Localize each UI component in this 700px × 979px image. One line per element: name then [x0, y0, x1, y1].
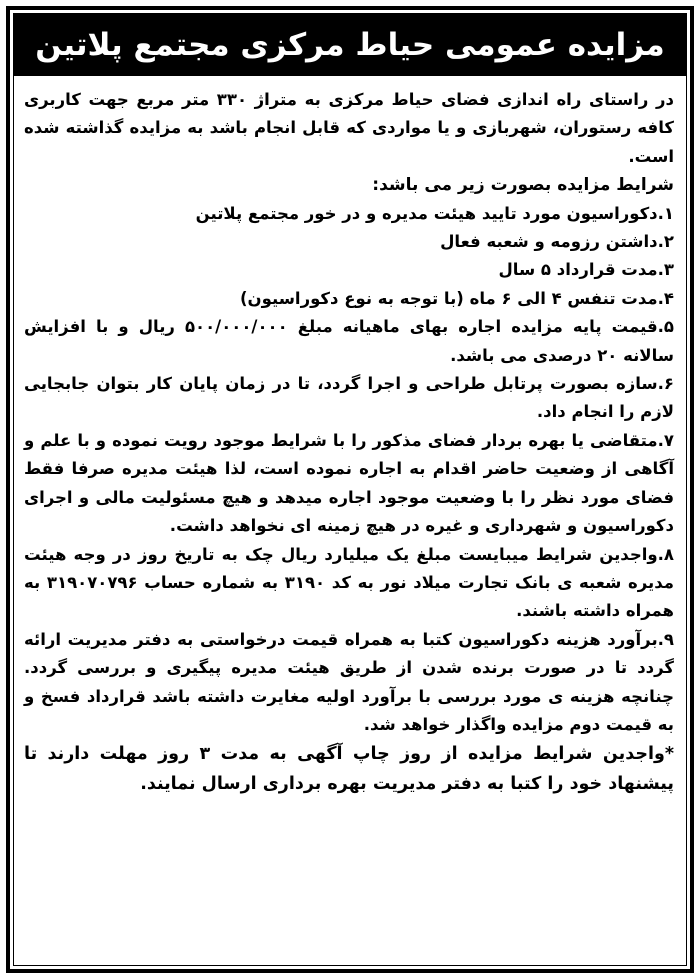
deadline-note: *واجدین شرایط مزایده از روز چاپ آگهی به مدت ۳ روز مهلت دارند تا پیشنهاد خود را کتبا به دفتر مدیریت بهره برداری ارسال نمایند. [24, 744, 674, 795]
condition-number: ۸. [657, 544, 674, 564]
notice-frame [6, 6, 694, 973]
condition-text: قیمت پایه مزایده اجاره بهای ماهیانه مبلغ ۵۰۰/۰۰۰/۰۰۰ ریال و با افزایش سالانه ۲۰ درصدی می باشد. [24, 317, 674, 365]
condition-number: ۶. [657, 374, 674, 394]
condition-text: مدت تنفس ۴ الی ۶ ماه (با توجه به نوع دکوراسیون) [239, 288, 658, 308]
condition-number: ۵. [657, 317, 674, 337]
condition-item-3 [24, 256, 674, 284]
condition-text: متقاضی یا بهره بردار فضای مذکور را با شرایط موجود رویت نموده و با علم و آگاهی از وضعیت حاضر اقدام به اجاره نموده است، لذا هیئت مدیره صرفا فقط فضای مورد نظر را با وضعیت موجود اجاره میدهد و هیچ مسئولیت مالی و اجرای دکوراسیون و شهرداری و غیره در هیچ زمینه ای نخواهد داشت. [24, 430, 674, 536]
notice-body [24, 86, 674, 959]
notice-inner-border [13, 13, 687, 966]
condition-item-6 [24, 370, 674, 427]
condition-item-5 [24, 313, 674, 370]
condition-item-2 [24, 228, 674, 256]
condition-item-9 [24, 626, 674, 740]
condition-number: ۲. [657, 232, 674, 252]
condition-item-4 [24, 285, 674, 313]
condition-text: سازه بصورت پرتابل طراحی و اجرا گردد، تا در زمان پایان کار بتوان جابجایی لازم را انجام داد. [24, 374, 674, 422]
condition-text: مدت قرارداد ۵ سال [498, 260, 658, 280]
condition-text: واجدین شرایط میبایست مبلغ یک میلیارد ریال چک به تاریخ روز در وجه هیئت مدیره شعبه ی بانک تجارت میلاد نور به کد ۳۱۹۰ به شماره حساب ۳۱۹۰۷۰۷۹۶ به همراه داشته باشند. [24, 544, 674, 621]
notice-title: مزایده عمومی حیاط مرکزی مجتمع پلاتین [14, 14, 686, 76]
condition-text: برآورد هزینه دکوراسیون کتبا به همراه قیمت درخواستی به دفتر مدیریت ارائه گردد تا در صورت برنده شدن از طریق هیئت مدیره پیگیری و بررسی گردد. چنانچه هزینه ی مورد بررسی با برآورد اولیه مغایرت داشته باشد قرارداد فسخ و به قیمت دوم مزایده واگذار خواهد شد. [24, 629, 674, 734]
condition-number: ۳. [657, 260, 674, 280]
condition-text: داشتن رزومه و شعبه فعال [440, 232, 658, 252]
condition-item-1 [24, 200, 674, 228]
condition-text: دکوراسیون مورد تایید هیئت مدیره و در خور مجتمع پلاتین [195, 203, 658, 223]
condition-item-8 [24, 541, 674, 626]
condition-number: ۷. [657, 430, 674, 450]
conditions-heading: شرایط مزایده بصورت زیر می باشد: [372, 175, 674, 196]
condition-item-7 [24, 427, 674, 541]
condition-number: ۱. [657, 203, 674, 223]
intro-paragraph: در راستای راه اندازی فضای حیاط مرکزی به متراژ ۳۳۰ متر مربع جهت کاربری کافه رستوران، شهربازی و یا مواردی که قابل انجام باشد به مزایده گذاشته شده است. [24, 90, 674, 166]
condition-number: ۹. [657, 629, 674, 649]
condition-number: ۴. [657, 288, 674, 308]
